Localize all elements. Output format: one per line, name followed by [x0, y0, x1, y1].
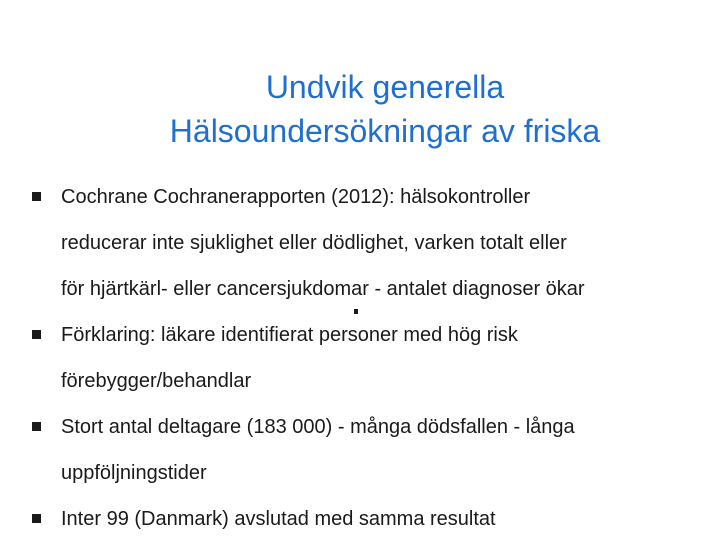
- stray-dot-mark: [354, 309, 358, 314]
- slide-title-line-2: Hälsoundersökningar av friska: [169, 113, 601, 150]
- bullet-text-line: förebygger/behandlar: [61, 370, 252, 392]
- bullet-text-line: uppföljningstider: [61, 462, 207, 484]
- bullet-text-line: för hjärtkärl- eller cancersjukdomar - antalet diagnoser ökar: [61, 278, 585, 300]
- bullet-text-line: Förklaring: läkare identifierat personer med hög risk: [61, 324, 518, 346]
- square-bullet-icon: [32, 192, 41, 201]
- bullet-item-forklaring: [30, 312, 690, 404]
- bullet-item-stort-antal: [30, 404, 690, 496]
- bullet-list: [30, 174, 690, 542]
- bullet-text-line: Stort antal deltagare (183 000) - många dödsfallen - långa: [61, 416, 575, 438]
- slide-title: [0, 65, 720, 153]
- square-bullet-icon: [32, 514, 41, 523]
- bullet-item-cochrane: [30, 174, 690, 312]
- bullet-text-line: Cochrane Cochranerapporten (2012): hälsokontroller: [61, 186, 531, 208]
- bullet-text-line: Inter 99 (Danmark) avslutad med samma resultat: [61, 508, 496, 530]
- square-bullet-icon: [32, 422, 41, 431]
- slide-title-line-1: Undvik generella: [265, 69, 505, 106]
- square-bullet-icon: [32, 330, 41, 339]
- bullet-item-inter-99: [30, 496, 690, 542]
- bullet-text-line: reducerar inte sjuklighet eller dödlighet, varken totalt eller: [61, 232, 567, 254]
